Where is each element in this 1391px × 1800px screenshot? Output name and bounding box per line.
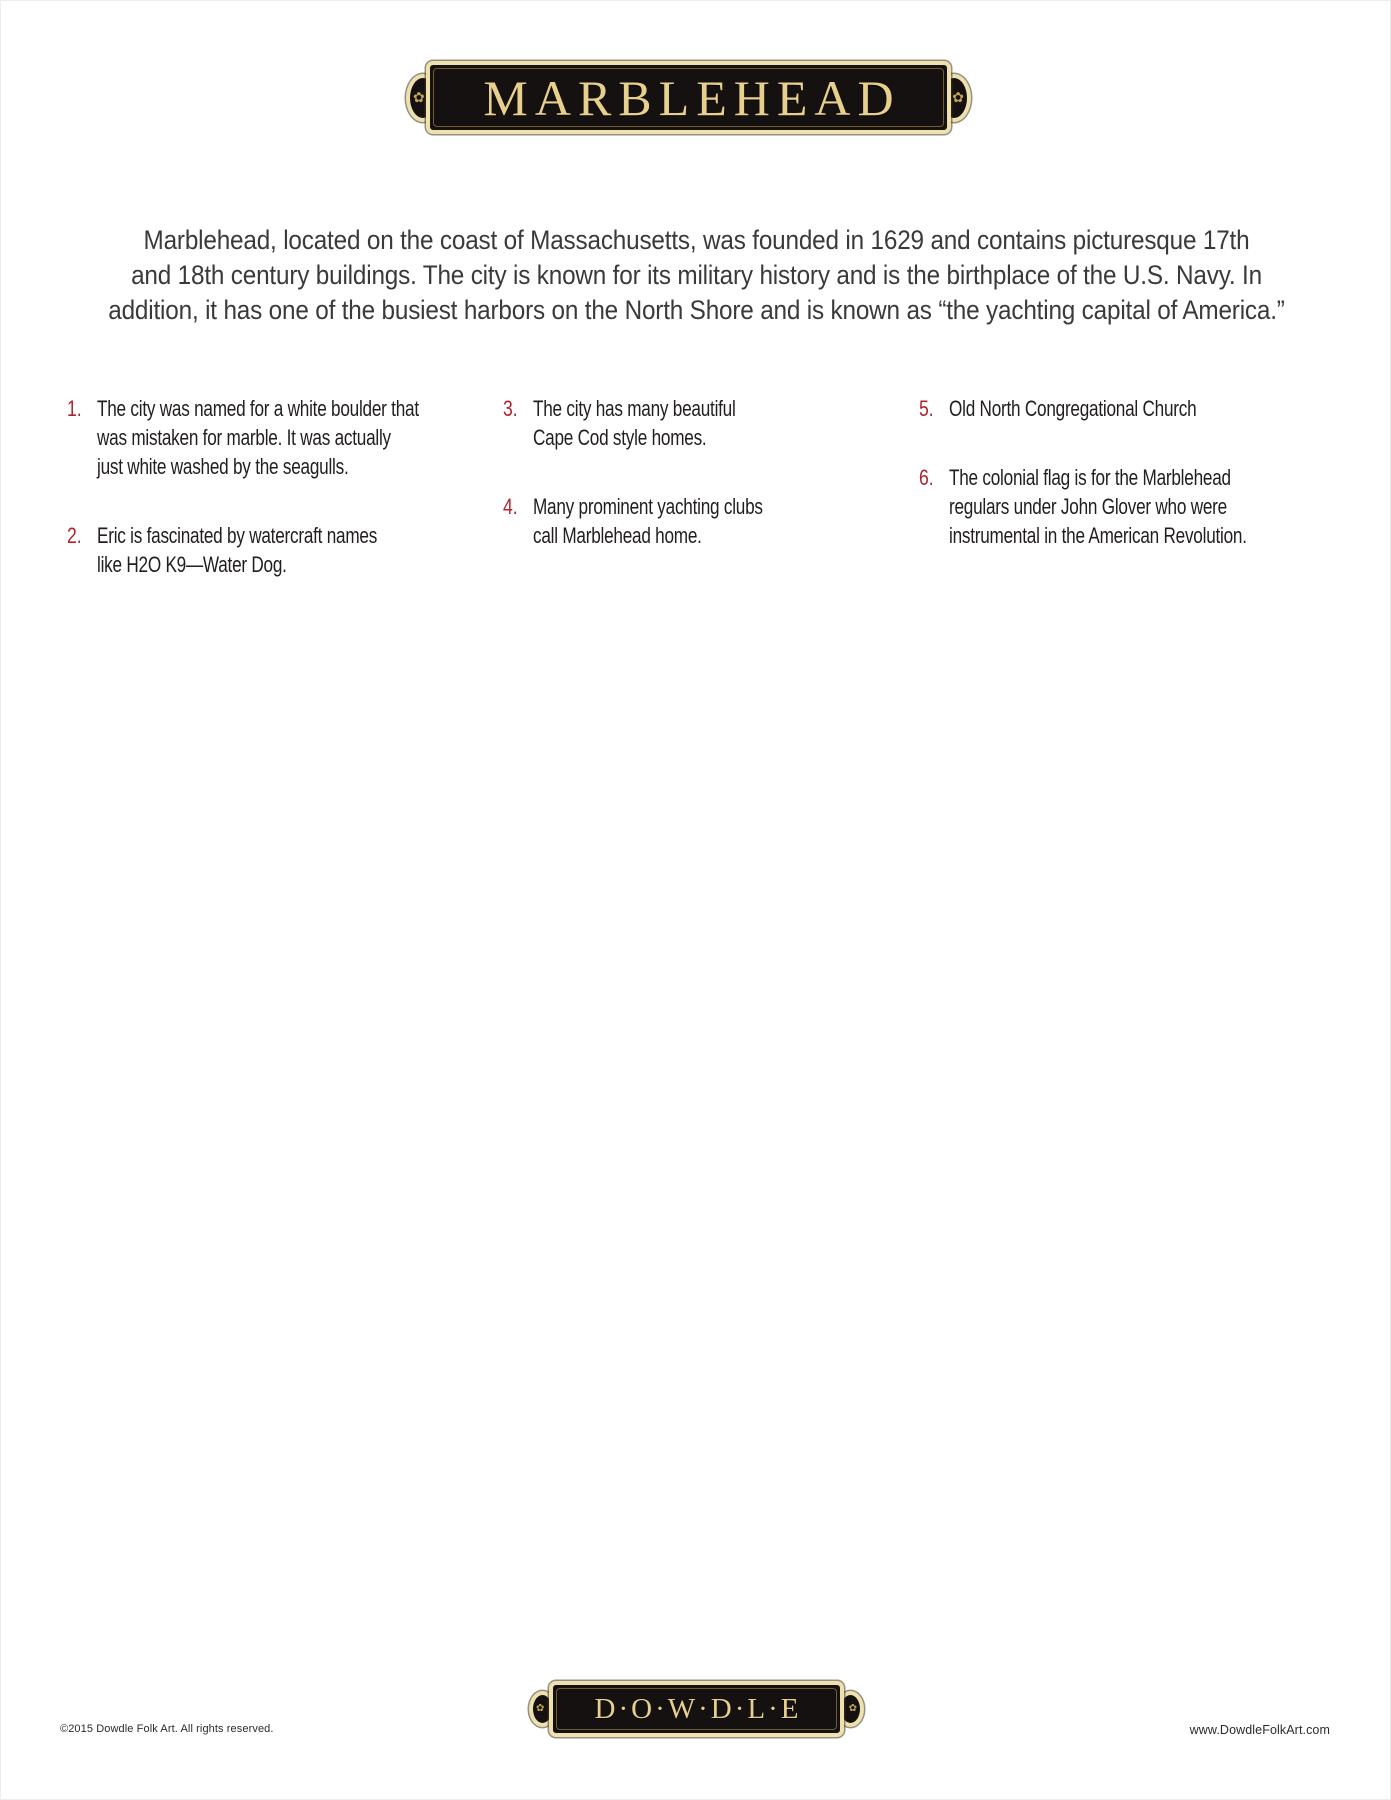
- dowdle-logo-text: D·O·W·D·L·E: [594, 1692, 802, 1725]
- copyright-notice: ©2015 Dowdle Folk Art. All rights reserved.: [60, 1723, 274, 1735]
- facts-column-3: [919, 394, 1331, 550]
- fact-item-2: [67, 521, 510, 579]
- intro-line: and 18th century buildings. The city is known for its military history and is the birthplace of the U.S. Navy. In: [131, 260, 1262, 290]
- fact-item-5: [919, 394, 1331, 423]
- fact-text: The city has many beautiful Cape Cod style homes.: [533, 396, 736, 450]
- dowdle-logo-banner: [536, 1681, 857, 1737]
- fact-item-4: [503, 492, 828, 550]
- fact-item-6: [919, 463, 1331, 550]
- logo-plaque: [549, 1681, 844, 1737]
- fact-text: The city was named for a white boulder that was mistaken for marble. It was actually just white washed by the seagulls.: [97, 396, 419, 479]
- fleur-ornament-icon: ✿: [536, 1703, 545, 1714]
- fact-number: 3.: [503, 396, 518, 421]
- intro-line: addition, it has one of the busiest harbors on the North Shore and is known as “the yachting capital of America.”: [108, 295, 1285, 325]
- intro-paragraph: [1, 223, 1391, 328]
- fact-number: 6.: [919, 465, 934, 490]
- fact-text: The colonial flag is for the Marblehead regulars under John Glover who were instrumental in the American Revolution.: [949, 465, 1247, 548]
- fact-item-1: [67, 394, 510, 481]
- fleur-ornament-icon: ✿: [952, 89, 964, 106]
- facts-column-1: [67, 394, 510, 579]
- fleur-ornament-icon: ✿: [413, 89, 425, 106]
- page-title: MARBLEHEAD: [483, 69, 901, 126]
- facts-column-2: [503, 394, 828, 550]
- fact-number: 1.: [67, 396, 82, 421]
- fact-number: 5.: [919, 396, 934, 421]
- fact-text: Many prominent yachting clubs call Marblehead home.: [533, 494, 763, 548]
- fact-text: Eric is fascinated by watercraft names like H2O K9—Water Dog.: [97, 523, 378, 577]
- fact-item-3: [503, 394, 828, 452]
- website-url: www.DowdleFolkArt.com: [1189, 1723, 1330, 1737]
- title-banner: [413, 61, 964, 134]
- intro-line: Marblehead, located on the coast of Massachusetts, was founded in 1629 and contains picturesque 17th: [143, 225, 1250, 255]
- fact-number: 2.: [67, 523, 82, 548]
- fleur-ornament-icon: ✿: [848, 1703, 857, 1714]
- fact-number: 4.: [503, 494, 518, 519]
- fact-text: Old North Congregational Church: [949, 396, 1197, 421]
- title-plaque: [426, 61, 951, 134]
